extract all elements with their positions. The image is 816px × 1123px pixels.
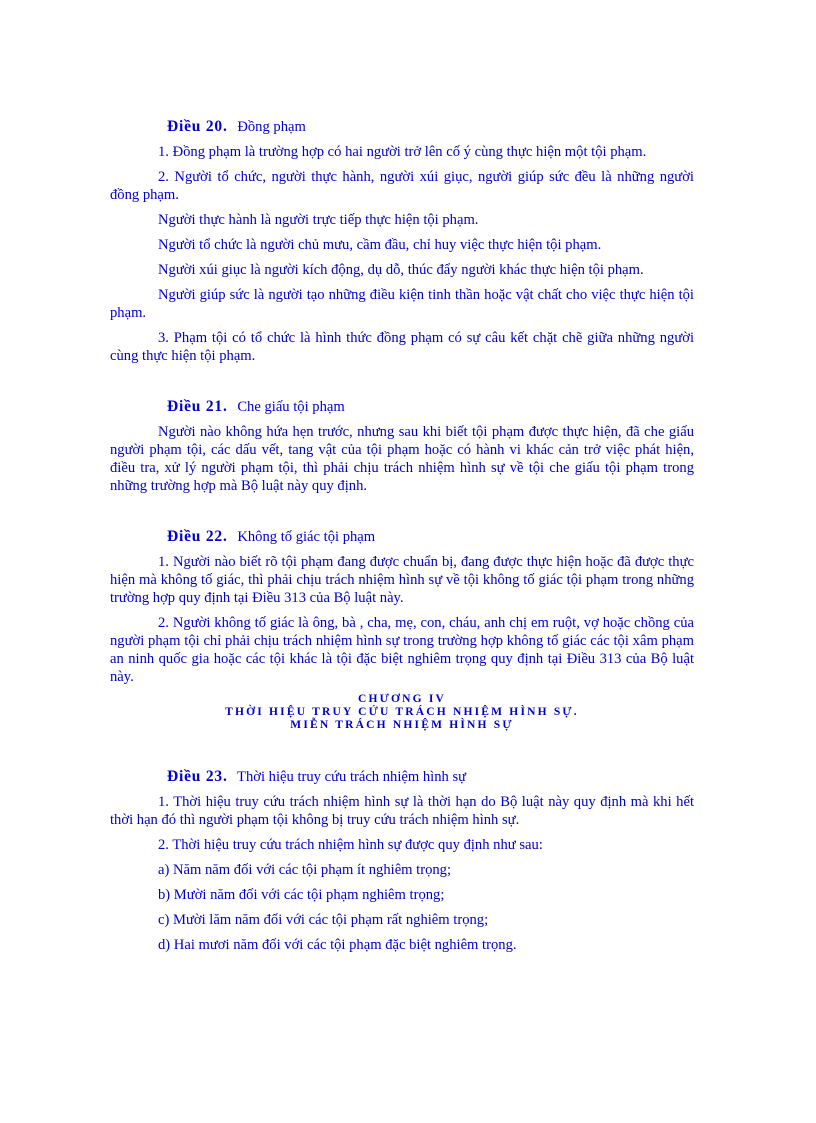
article-23-list-item: d) Hai mươi năm đối với các tội phạm đặc biệt nghiêm trọng.	[158, 937, 517, 953]
article-23	[110, 768, 694, 954]
chapter-heading	[110, 693, 694, 732]
article-23-list-item: a) Năm năm đối với các tội phạm ít nghiêm trọng;	[158, 862, 452, 878]
article-22-number: Điều 22.	[167, 528, 228, 545]
article-22-paragraph: 2. Người không tố giác là ông, bà , cha, mẹ, con, cháu, anh chị em ruột, vợ hoặc chồng của người phạm tội chỉ phải chịu trách nhiệm hình sự trong trường hợp không tố giác các tội xâm phạm an ninh quốc gia hoặc các tội khác là tội đặc biệt nghiêm trọng quy định tại Điều 313 của Bộ luật này.	[110, 615, 694, 685]
article-20-paragraph: Người thực hành là người trực tiếp thực hiện tội phạm.	[158, 212, 479, 228]
section-spacer	[110, 372, 694, 398]
section-spacer	[110, 502, 694, 528]
article-21-paragraph: Người nào không hứa hẹn trước, nhưng sau khi biết tội phạm được thực hiện, đã che giấu người phạm tội, các dấu vết, tang vật của tội phạm hoặc có hành vi khác cản trở việc phát hiện, điều tra, xử lý người phạm tội, thì phải chịu trách nhiệm hình sự về tội che giấu tội phạm trong những trường hợp mà Bộ luật này quy định.	[110, 424, 694, 494]
article-21-heading	[110, 398, 694, 416]
article-22-paragraph: 1. Người nào biết rõ tội phạm đang được chuẩn bị, đang được thực hiện hoặc đã được thực hiện mà không tố giác, thì phải chịu trách nhiệm hình sự về tội không tố giác tội phạm trong những trường hợp quy định tại Điều 313 của Bộ luật này.	[110, 554, 694, 606]
article-20	[110, 118, 694, 365]
article-20-paragraph: Người xúi giục là người kích động, dụ dỗ, thúc đẩy người khác thực hiện tội phạm.	[158, 262, 644, 278]
chapter-title-line-1: THỜI HIỆU TRUY CỨU TRÁCH NHIỆM HÌNH SỰ.	[225, 706, 579, 718]
article-23-list-item: b) Mười năm đối với các tội phạm nghiêm trọng;	[158, 887, 445, 903]
section-spacer	[110, 732, 694, 768]
article-23-number: Điều 23.	[167, 768, 228, 785]
chapter-label: CHƯƠNG IV	[357, 693, 447, 705]
article-20-title: Đồng phạm	[237, 119, 306, 135]
article-20-paragraph: 1. Đồng phạm là trường hợp có hai người trở lên cố ý cùng thực hiện một tội phạm.	[158, 144, 647, 160]
article-22-title: Không tố giác tội phạm	[237, 529, 376, 545]
article-20-number: Điều 20.	[167, 118, 228, 135]
article-21-number: Điều 21.	[167, 398, 228, 415]
article-22-heading	[110, 528, 694, 546]
article-20-paragraph: 2. Người tổ chức, người thực hành, người xúi giục, người giúp sức đều là những người đồng phạm.	[110, 169, 694, 203]
chapter-title-line-2: MIỄN TRÁCH NHIỆM HÌNH SỰ	[290, 719, 514, 731]
article-23-paragraph: 1. Thời hiệu truy cứu trách nhiệm hình sự là thời hạn do Bộ luật này quy định mà khi hết thời hạn đó thì người phạm tội không bị truy cứu trách nhiệm hình sự.	[110, 794, 694, 828]
article-20-paragraph: Người tổ chức là người chủ mưu, cầm đầu, chỉ huy việc thực hiện tội phạm.	[158, 237, 602, 253]
article-21	[110, 398, 694, 495]
article-23-heading	[110, 768, 694, 786]
document-page	[110, 118, 694, 961]
article-20-heading	[110, 118, 694, 136]
article-21-title: Che giấu tội phạm	[237, 399, 345, 415]
article-22	[110, 528, 694, 686]
article-23-list-item: c) Mười lăm năm đối với các tội phạm rất nghiêm trọng;	[158, 912, 489, 928]
article-20-paragraph: Người giúp sức là người tạo những điều kiện tinh thần hoặc vật chất cho việc thực hiện tội phạm.	[110, 287, 694, 321]
article-23-paragraph: 2. Thời hiệu truy cứu trách nhiệm hình sự được quy định như sau:	[158, 837, 543, 853]
article-23-title: Thời hiệu truy cứu trách nhiệm hình sự	[237, 769, 467, 785]
article-20-paragraph: 3. Phạm tội có tổ chức là hình thức đồng phạm có sự câu kết chặt chẽ giữa những người cùng thực hiện tội phạm.	[110, 330, 694, 364]
